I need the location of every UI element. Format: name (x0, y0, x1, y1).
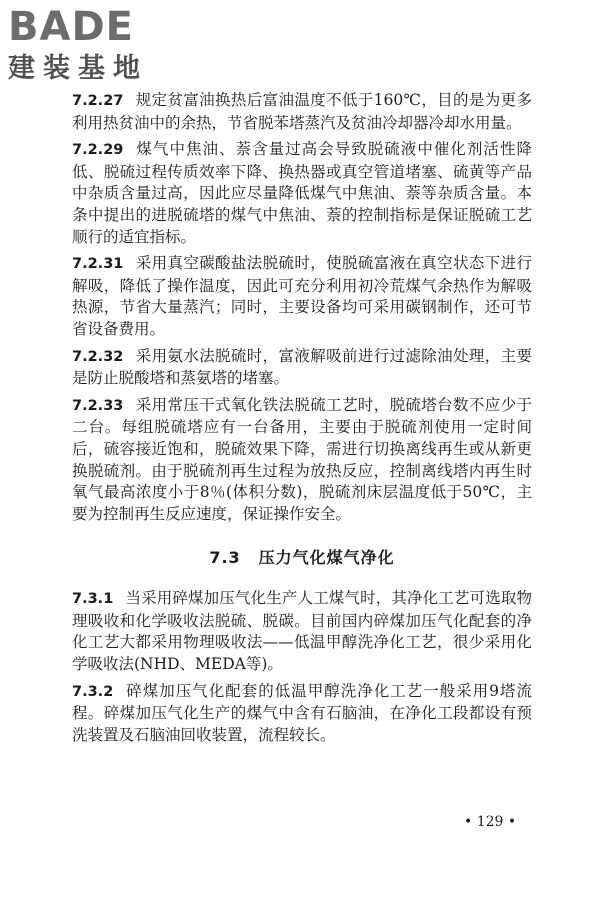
logo-subtitle: 建装基地 (8, 53, 148, 84)
clause-number: 7.3.2 (72, 683, 114, 700)
clause-number: 7.3.1 (72, 591, 114, 608)
clause-number: 7.2.31 (72, 256, 124, 273)
clause-7-2-32 (72, 346, 532, 390)
clause-7-2-31 (72, 253, 532, 340)
logo-word: BADE (8, 4, 134, 50)
section-number: 7.3 (209, 548, 241, 568)
clause-text: 煤气中焦油、萘含量过高会导致脱硫液中催化剂活性降低、脱硫过程传质效率下降、换热器或真空管道堵塞、硫黄等产品中杂质含量过高，因此应尽量降低煤气中焦油、萘等杂质含量。本条中提出的进脱硫塔的煤气中焦油、萘的控制指标是保证脱硫工艺顺行的适宜指标。 (72, 140, 532, 246)
clause-7-2-27 (72, 90, 532, 134)
clause-7-2-29 (72, 139, 532, 248)
clause-7-2-33 (72, 395, 532, 526)
logo (8, 4, 178, 90)
clause-text: 采用真空碳酸盐法脱硫时，使脱硫富液在真空状态下进行解吸，降低了操作温度，因此可充分利用初冷荒煤气余热作为解吸热源，节省大量蒸汽；同时，主要设备均可采用碳钢制作，还可节省设备费用。 (72, 254, 532, 338)
clause-number: 7.2.27 (72, 93, 124, 109)
clause-number: 7.2.32 (72, 348, 124, 365)
document-body (72, 90, 532, 751)
section-heading (72, 545, 532, 568)
clause-text: 采用氨水法脱硫时，富液解吸前进行过滤除油处理，主要是防止脱酸塔和蒸氨塔的堵塞。 (72, 346, 532, 388)
clause-number: 7.2.33 (72, 397, 124, 414)
clause-7-3-1 (72, 588, 532, 675)
clause-text: 碎煤加压气化配套的低温甲醇洗净化工艺一般采用9塔流程。碎煤加压气化生产的煤气中含有石脑油，在净化工段都设有预洗装置及石脑油回收装置，流程较长。 (72, 681, 532, 744)
clause-text: 当采用碎煤加压气化生产人工煤气时，其净化工艺可选取物理吸收和化学吸收法脱硫、脱碳。目前国内碎煤加压气化配套的净化工艺大都采用物理吸收法——低温甲醇洗净化工艺，很少采用化学吸收法(NHD、MEDA等)。 (72, 589, 532, 674)
clause-7-3-2 (72, 681, 532, 747)
section-title-text: 压力气化煤气净化 (258, 548, 395, 568)
clause-text: 采用常压干式氧化铁法脱硫工艺时，脱硫塔台数不应少于二台。每组脱硫塔应有一台备用，主要由于脱硫剂使用一定时间后，硫容接近饱和，脱硫效果下降，需进行切换离线再生或从新更换脱硫剂。由于脱硫剂再生过程为放热反应，控制离线塔内再生时氧气最高浓度小于8％(体积分数)，脱硫剂床层温度低于50℃，主要为控制再生反应速度，保证操作安全。 (72, 395, 532, 523)
page-number: • 129 • (464, 814, 517, 830)
clause-text: 规定贫富油换热后富油温度不低于160℃，目的是为更多利用热贫油中的余热，节省脱苯塔蒸汽及贫油冷却器冷却水用量。 (72, 91, 532, 132)
clause-number: 7.2.29 (72, 142, 124, 159)
